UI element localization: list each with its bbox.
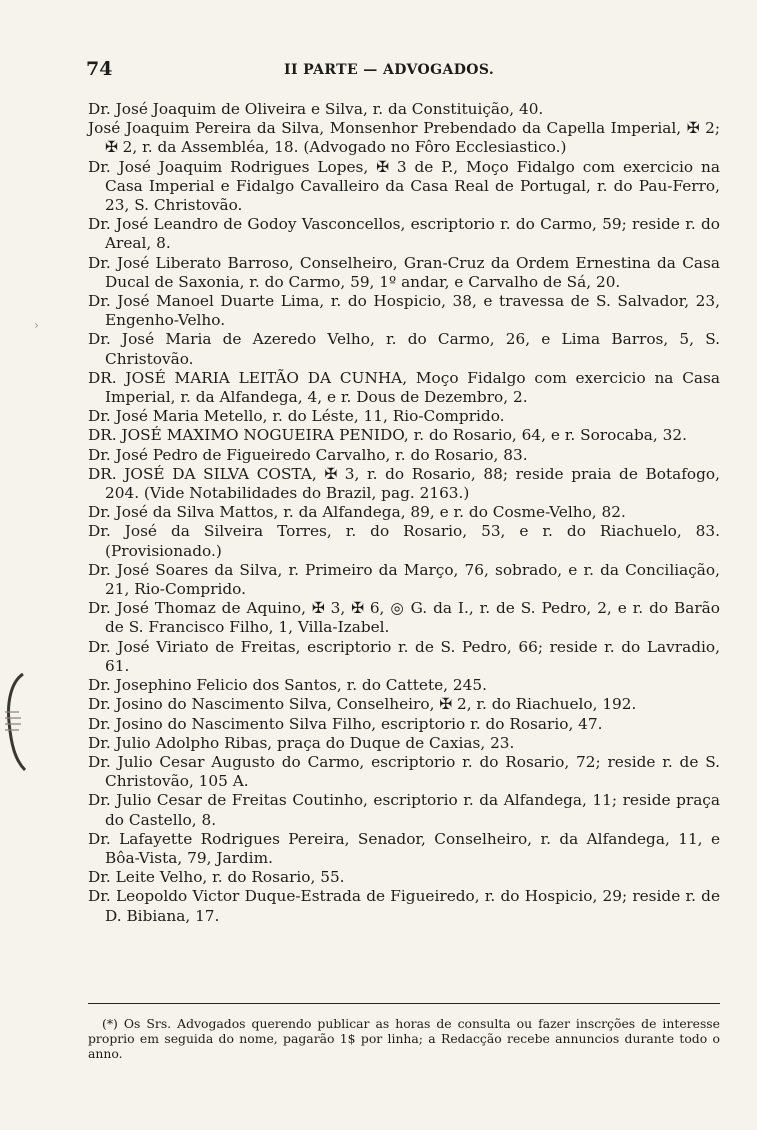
directory-entry: Dr. Leopoldo Victor Duque-Estrada de Figueiredo, r. do Hospicio, 29; reside r. de D. Bibiana, 17. (88, 887, 720, 925)
directory-entry: Dr. José da Silveira Torres, r. do Rosario, 53, e r. do Riachuelo, 83. (Provisionado.) (88, 522, 720, 560)
directory-entry: Dr. José Joaquim Rodrigues Lopes, ✠ 3 de P., Moço Fidalgo com exercicio na Casa Imperial e Fidalgo Cavalleiro da Casa Real de Portugal, r. do Pau-Ferro, 23, S. Christovão. (88, 157, 720, 215)
directory-entry: Dr. José Leandro de Godoy Vasconcellos, escriptorio r. do Carmo, 59; reside r. do Areal, 8. (88, 215, 720, 253)
directory-entry: Dr. José Joaquim de Oliveira e Silva, r. da Constituição, 40. (88, 100, 544, 118)
directory-entry: Dr. José da Silva Mattos, r. da Alfandega, 89, e r. do Cosme-Velho, 82. (88, 503, 626, 522)
directory-entry: Dr. José Thomaz de Aquino, ✠ 3, ✠ 6, ◎ G. da I., r. de S. Pedro, 2, e r. do Barão de S. Francisco Filho, 1, Villa-Izabel. (88, 599, 720, 637)
directory-entry: Dr. Josino do Nascimento Silva, Conselheiro, ✠ 2, r. do Riachuelo, 192. (88, 695, 637, 714)
directory-entry: DR. JOSÉ DA SILVA COSTA, ✠ 3, r. do Rosario, 88; reside praia de Botafogo, 204. (Vide Notabilidades do Brazil, pag. 2163.) (88, 464, 720, 503)
directory-entry: Dr. Josino do Nascimento Silva Filho, escriptorio r. do Rosario, 47. (88, 714, 603, 733)
page-header (86, 58, 726, 82)
directory-entry: Dr. Josephino Felicio dos Santos, r. do Cattete, 245. (88, 676, 487, 695)
directory-entry: Dr. Julio Adolpho Ribas, praça do Duque de Caxias, 23. (88, 733, 515, 752)
directory-entry: Dr. José Maria de Azeredo Velho, r. do Carmo, 26, e Lima Barros, 5, S. Christovão. (88, 330, 720, 368)
directory-entry: Dr. José Pedro de Figueiredo Carvalho, r. do Rosario, 83. (88, 445, 528, 464)
footnote-divider (88, 1003, 720, 1004)
running-head: II PARTE — ADVOGADOS. (284, 62, 495, 78)
directory-entry: Dr. Lafayette Rodrigues Pereira, Senador, Conselheiro, r. da Alfandega, 11, e Bôa-Vista, 79, Jardim. (88, 829, 720, 867)
lawyer-directory-list (88, 100, 720, 926)
directory-entry: Dr. José Liberato Barroso, Conselheiro, Gran-Cruz da Ordem Ernestina da Casa Ducal de Saxonia, r. do Carmo, 59, 1º andar, e Carvalho de Sá, 20. (88, 253, 720, 291)
binding-clip-mark (3, 672, 31, 772)
directory-entry: DR. JOSÉ MAXIMO NOGUEIRA PENIDO, r. do Rosario, 64, e r. Sorocaba, 32. (88, 426, 687, 445)
margin-tick-mark: › (34, 318, 39, 332)
directory-entry: Dr. Julio Cesar de Freitas Coutinho, escriptorio r. da Alfandega, 11; reside praça do Castello, 8. (88, 791, 720, 829)
directory-entry: Dr. Leite Velho, r. do Rosario, 55. (88, 868, 345, 887)
directory-entry: Dr. José Manoel Duarte Lima, r. do Hospicio, 38, e travessa de S. Salvador, 23, Engenho-Velho. (88, 292, 720, 330)
directory-entry: Dr. José Viriato de Freitas, escriptorio r. de S. Pedro, 66; reside r. do Lavradio, 61. (88, 637, 720, 675)
directory-entry: DR. JOSÉ MARIA LEITÃO DA CUNHA, Moço Fidalgo com exercicio na Casa Imperial, r. da Alfandega, 4, e r. Dous de Dezembro, 2. (88, 368, 720, 407)
directory-entry: Dr. Julio Cesar Augusto do Carmo, escriptorio r. do Rosario, 72; reside r. de S. Christovão, 105 A. (88, 752, 720, 791)
directory-entry: José Joaquim Pereira da Silva, Monsenhor Prebendado da Capella Imperial, ✠ 2; ✠ 2, r. da Assembléa, 18. (Advogado no Fôro Ecclesiastico.) (88, 119, 720, 157)
page-number: 74 (86, 58, 113, 80)
directory-entry: Dr. José Maria Metello, r. do Léste, 11, Rio-Comprido. (88, 407, 505, 426)
footnote: (*) Os Srs. Advogados querendo publicar as horas de consulta ou fazer inscrções de interesse proprio em seguida do nome, pagarão 1$ por linha; a Redacção recebe annuncios durante todo o anno. (88, 1016, 720, 1061)
directory-entry: Dr. José Soares da Silva, r. Primeiro da Março, 76, sobrado, e r. da Conciliação, 21, Rio-Comprido. (88, 560, 720, 599)
